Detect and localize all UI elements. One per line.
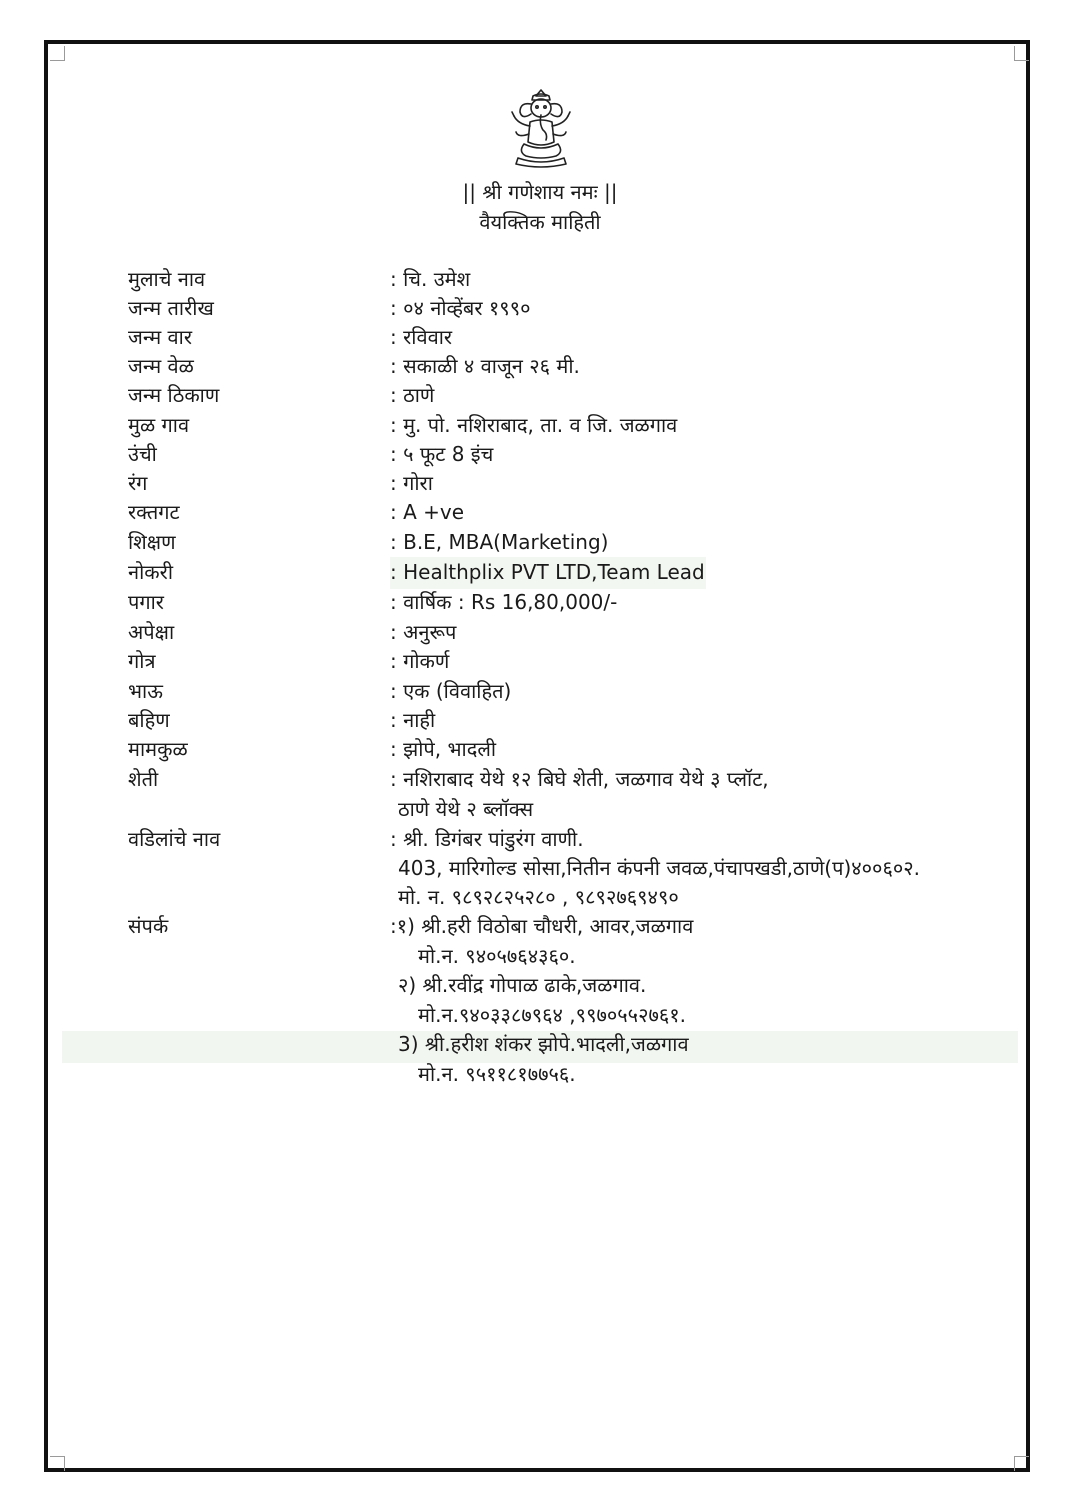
field-label: बहिण [128, 708, 170, 732]
field-label: रक्तगट [128, 500, 180, 524]
field-row [0, 735, 1080, 764]
field-label: गोत्र [128, 649, 156, 673]
father-address: 403, मारिगोल्ड सोसा,नितीन कंपनी जवळ,पंचापखडी,ठाणे(प)४००६०२. [398, 856, 921, 880]
field-row [0, 294, 1080, 323]
invocation-line: || श्री गणेशाय नमः || [462, 180, 618, 204]
field-value: : B.E, MBA(Marketing) [390, 530, 609, 554]
field-label: मुळ गाव [128, 413, 190, 437]
field-label: संपर्क [128, 914, 169, 938]
field-value: : Healthplix PVT LTD,Team Lead [390, 560, 705, 584]
field-label: पगार [128, 590, 164, 614]
field-value: : अनुरूप [390, 620, 457, 644]
field-row [0, 647, 1080, 676]
corner-mark-top-left [50, 46, 65, 61]
field-label: जन्म ठिकाण [128, 383, 220, 407]
field-row [0, 558, 1080, 587]
field-label: भाऊ [128, 679, 163, 703]
contact-3-phone: मो.न. ९५११८१७७५६. [418, 1062, 576, 1086]
field-value: : सकाळी ४ वाजून २६ मी. [390, 354, 580, 378]
field-value: : नाही [390, 708, 436, 732]
field-value: : वार्षिक : Rs 16,80,000/- [390, 590, 618, 614]
contact-1-name: :१) श्री.हरी विठोबा चौधरी, आवर,जळगाव [390, 914, 694, 938]
ganesha-icon [506, 86, 576, 170]
field-value: : ०४ नोव्हेंबर १९९० [390, 296, 531, 320]
corner-mark-top-right [1014, 46, 1029, 61]
field-row [0, 440, 1080, 469]
field-row [0, 411, 1080, 440]
field-value: : ठाणे [390, 383, 435, 407]
field-label: जन्म वार [128, 325, 192, 349]
field-row [0, 323, 1080, 352]
document-title: वैयक्तिक माहिती [479, 210, 601, 234]
field-label: मामकुळ [128, 737, 188, 761]
father-phone: मो. न. ९८९२८२५२८० , ९८९२७६९४९० [398, 885, 679, 909]
contact-2-name: २) श्री.रवींद्र गोपाळ ढाके,जळगाव. [398, 973, 647, 997]
field-label: जन्म वेळ [128, 354, 194, 378]
field-row [0, 588, 1080, 617]
contact-1-phone: मो.न. ९४०५७६४३६०. [418, 944, 576, 968]
field-label: जन्म तारीख [128, 296, 214, 320]
field-value: : रविवार [390, 325, 453, 349]
field-label: मुलाचे नाव [128, 267, 206, 291]
field-label: नोकरी [128, 560, 173, 584]
contact-2-phone: मो.न.९४०३३८७९६४ ,९९७०५५२७६१. [418, 1003, 687, 1027]
field-row [0, 469, 1080, 498]
field-label: उंची [128, 442, 157, 466]
field-row [0, 381, 1080, 410]
field-label: अपेक्षा [128, 620, 175, 644]
field-value: : गोकर्ण [390, 649, 450, 673]
field-row [0, 498, 1080, 527]
field-row [0, 528, 1080, 557]
contact-row [0, 912, 1080, 941]
field-value: : A +ve [390, 500, 465, 524]
field-label: शिक्षण [128, 530, 176, 554]
father-row [0, 825, 1080, 854]
corner-mark-bottom-right [1014, 1456, 1029, 1471]
field-value: : एक (विवाहित) [390, 679, 512, 703]
field-label: शेती [128, 767, 159, 791]
father-name: : श्री. डिगंबर पांडुरंग वाणी. [390, 827, 584, 851]
contact-3-name: 3) श्री.हरीश शंकर झोपे.भादली,जळगाव [398, 1032, 689, 1056]
field-value: : ५ फूट 8 इंच [390, 442, 494, 466]
farm-line-1: : नशिराबाद येथे १२ बिघे शेती, जळगाव येथे ३ प्लॉट, [390, 767, 769, 791]
field-value: : झोपे, भादली [390, 737, 497, 761]
field-value: : मु. पो. नशिराबाद, ता. व जि. जळगाव [390, 413, 678, 437]
farm-row [0, 765, 1080, 794]
field-row [0, 352, 1080, 381]
field-label: रंग [128, 471, 148, 495]
field-label: वडिलांचे नाव [128, 827, 221, 851]
corner-mark-bottom-left [50, 1456, 65, 1471]
field-row [0, 677, 1080, 706]
field-row [0, 265, 1080, 294]
field-value: : चि. उमेश [390, 267, 471, 291]
field-row [0, 706, 1080, 735]
field-value: : गोरा [390, 471, 433, 495]
farm-line-2: ठाणे येथे २ ब्लॉक्स [398, 797, 534, 821]
field-row [0, 618, 1080, 647]
